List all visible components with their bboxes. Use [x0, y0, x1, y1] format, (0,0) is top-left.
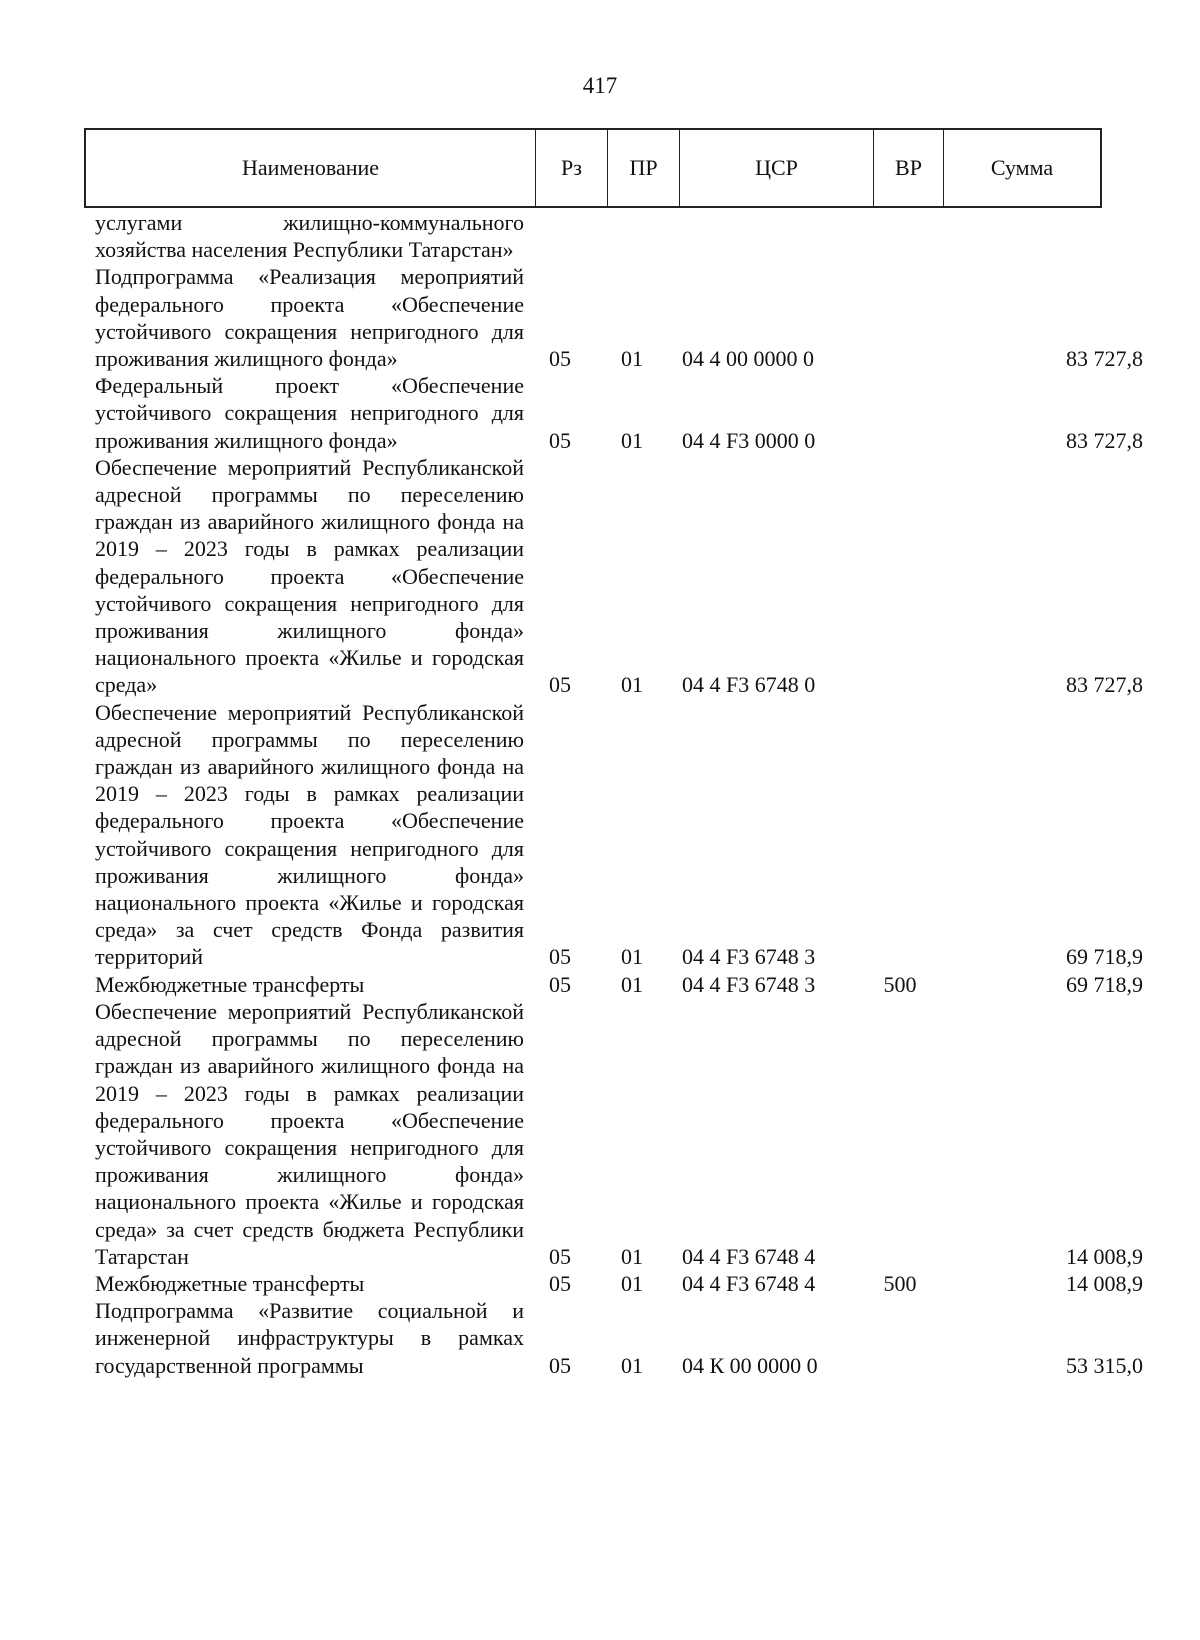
header-pr: ПР [608, 130, 680, 206]
row-sum: 14 008,9 [1066, 1270, 1143, 1296]
row-pr: 01 [621, 427, 643, 453]
row-pr: 01 [621, 944, 643, 970]
header-name: Наименование [86, 130, 536, 206]
table-row [0, 209, 1200, 263]
row-csr: 04 4 F3 6748 3 [682, 944, 816, 970]
row-name: услугами жилищно-коммунального хозяйства населения Республики Татарстан» [95, 210, 524, 263]
row-sum: 69 718,9 [1066, 944, 1143, 970]
row-sum: 83 727,8 [1066, 672, 1143, 698]
row-name: Межбюджетные трансферты [95, 971, 365, 997]
row-sum: 53 315,0 [1066, 1352, 1143, 1378]
header-rz: Рз [536, 130, 608, 206]
table-row [0, 998, 1200, 1270]
header-vr: ВР [874, 130, 944, 206]
row-rz: 05 [549, 427, 571, 453]
row-rz: 05 [549, 971, 571, 997]
header-csr: ЦСР [680, 130, 874, 206]
row-csr: 04 К 00 0000 0 [682, 1352, 818, 1378]
row-pr: 01 [621, 1243, 643, 1269]
page-number: 417 [582, 73, 618, 98]
row-sum: 14 008,9 [1066, 1243, 1143, 1269]
row-sum: 83 727,8 [1066, 346, 1143, 372]
header-sum: Сумма [990, 155, 1054, 180]
table-header [84, 128, 1102, 208]
row-sum: 69 718,9 [1066, 971, 1143, 997]
row-pr: 01 [621, 672, 643, 698]
row-csr: 04 4 F3 6748 4 [682, 1270, 816, 1296]
row-rz: 05 [549, 1243, 571, 1269]
table-row [0, 372, 1200, 454]
table-body [0, 209, 1200, 1379]
table-row [0, 263, 1200, 372]
row-name: Межбюджетные трансферты [95, 1270, 365, 1296]
row-sum: 83 727,8 [1066, 427, 1143, 453]
table-row [0, 1270, 1200, 1297]
row-csr: 04 4 F3 6748 4 [682, 1243, 816, 1269]
row-pr: 01 [621, 346, 643, 372]
row-csr: 04 4 F3 6748 0 [682, 672, 816, 698]
row-name: Обеспечение мероприятий Республиканской адресной программы по переселению граждан из аварийного жилищного фонда на 2019 – 2023 годы в рамках реализации федерального проекта «Обеспечение устойчивого сокращения непригодного для проживания жилищного фонда» национального проекта «Жилье и городская среда» за счет средств бюджета Республики Татарстан [95, 998, 524, 1269]
row-vr: 500 [883, 1270, 917, 1296]
row-csr: 04 4 F3 0000 0 [682, 427, 816, 453]
row-name: Подпрограмма «Развитие социальной и инженерной инфраструктуры в рамках государственной программы [95, 1298, 524, 1378]
row-rz: 05 [549, 1270, 571, 1296]
row-csr: 04 4 F3 6748 3 [682, 971, 816, 997]
row-vr: 500 [883, 971, 917, 997]
row-csr: 04 4 00 0000 0 [682, 346, 814, 372]
row-rz: 05 [549, 672, 571, 698]
table-row [0, 454, 1200, 699]
row-pr: 01 [621, 971, 643, 997]
row-name: Обеспечение мероприятий Республиканской адресной программы по переселению граждан из аварийного жилищного фонда на 2019 – 2023 годы в рамках реализации федерального проекта «Обеспечение устойчивого сокращения непригодного для проживания жилищного фонда» национального проекта «Жилье и городская среда» за счет средств Фонда развития территорий [95, 699, 524, 970]
row-rz: 05 [549, 346, 571, 372]
table-row [0, 699, 1200, 971]
row-rz: 05 [549, 1352, 571, 1378]
table-row [0, 971, 1200, 998]
row-name: Обеспечение мероприятий Республиканской адресной программы по переселению граждан из аварийного жилищного фонда на 2019 – 2023 годы в рамках реализации федерального проекта «Обеспечение устойчивого сокращения непригодного для проживания жилищного фонда» национального проекта «Жилье и городская среда» [95, 454, 524, 698]
row-pr: 01 [621, 1352, 643, 1378]
table-row [0, 1297, 1200, 1379]
row-rz: 05 [549, 944, 571, 970]
row-pr: 01 [621, 1270, 643, 1296]
row-name: Подпрограмма «Реализация мероприятий федерального проекта «Обеспечение устойчивого сокращения непригодного для проживания жилищного фонда» [95, 264, 524, 372]
row-name: Федеральный проект «Обеспечение устойчивого сокращения непригодного для проживания жилищного фонда» [95, 373, 524, 453]
